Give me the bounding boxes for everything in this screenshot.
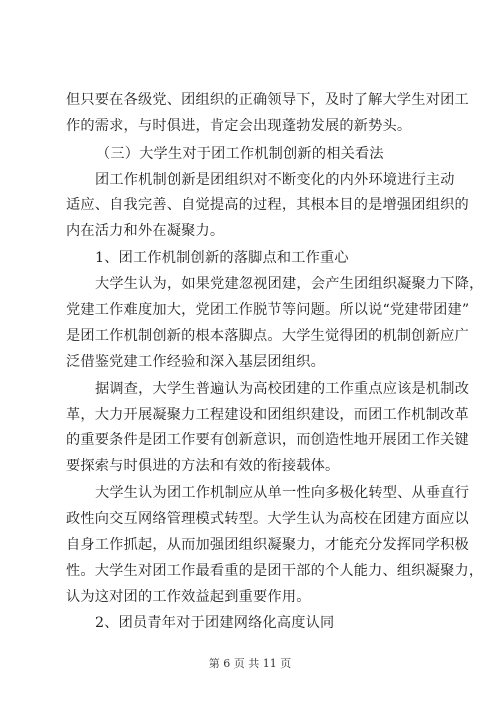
body-text-line: 泛借鉴党建工作经验和深入基层团组织。: [66, 354, 325, 370]
body-text-line: 但只要在各级党、团组织的正确领导下，及时了解大学生对团工: [66, 92, 469, 108]
subsection-heading: 2、团员青年对于团建网络化高度认同: [95, 615, 335, 631]
body-text-line: 革，大力开展凝聚力工程建设和团组织建设，而团工作机制改革: [66, 407, 469, 423]
subsection-heading: 1、团工作机制创新的落脚点和工作重心: [95, 250, 349, 266]
body-text-line: 大学生认为，如果党建忽视团建，会产生团组织凝聚力下降，: [95, 276, 484, 292]
body-text-line: 团工作机制创新是团组织对不断变化的内外环境进行主动: [95, 172, 455, 188]
body-text-line: 内在活力和外在凝聚力。: [66, 223, 225, 239]
body-text-line: 据调查，大学生普遍认为高校团建的工作重点应该是机制改: [95, 381, 470, 397]
body-text-line: 政性向交互网络管理模式转型。大学生认为高校在团建方面应以: [66, 511, 469, 527]
body-text-line: 性。大学生对团工作最看重的是团干部的个人能力、组织凝聚力，: [66, 563, 484, 579]
body-text-line: 作的需求，与时俱进，肯定会出现蓬勃发展的新势头。: [66, 118, 412, 134]
body-text-line: 的重要条件是团工作要有创新意识，而创造性地开展团工作关键: [66, 432, 469, 448]
body-text-line: 是团工作机制创新的根本落脚点。大学生觉得团的机制创新应广: [66, 328, 469, 344]
body-text-line: 适应、自我完善、自觉提高的过程，其根本目的是增强团组织的: [66, 197, 469, 213]
body-text-line: 自身工作抓起，从而加强团组织凝聚力，才能充分发挥同学积极: [66, 537, 469, 553]
body-text-line: 认为这对团的工作效益起到重要作用。: [66, 589, 311, 605]
body-text-line: 党建工作难度加大，党团工作脱节等问题。所以说“党建带团建”: [66, 302, 470, 318]
body-text-line: 大学生认为团工作机制应从单一性向多极化转型、从垂直行: [95, 485, 470, 501]
section-heading: （三）大学生对于团工作机制创新的相关看法: [96, 146, 384, 162]
page-footer: 第 6 页 共 11 页: [208, 657, 292, 670]
body-text-line: 要探索与时俱进的方法和有效的衔接载体。: [66, 458, 340, 474]
